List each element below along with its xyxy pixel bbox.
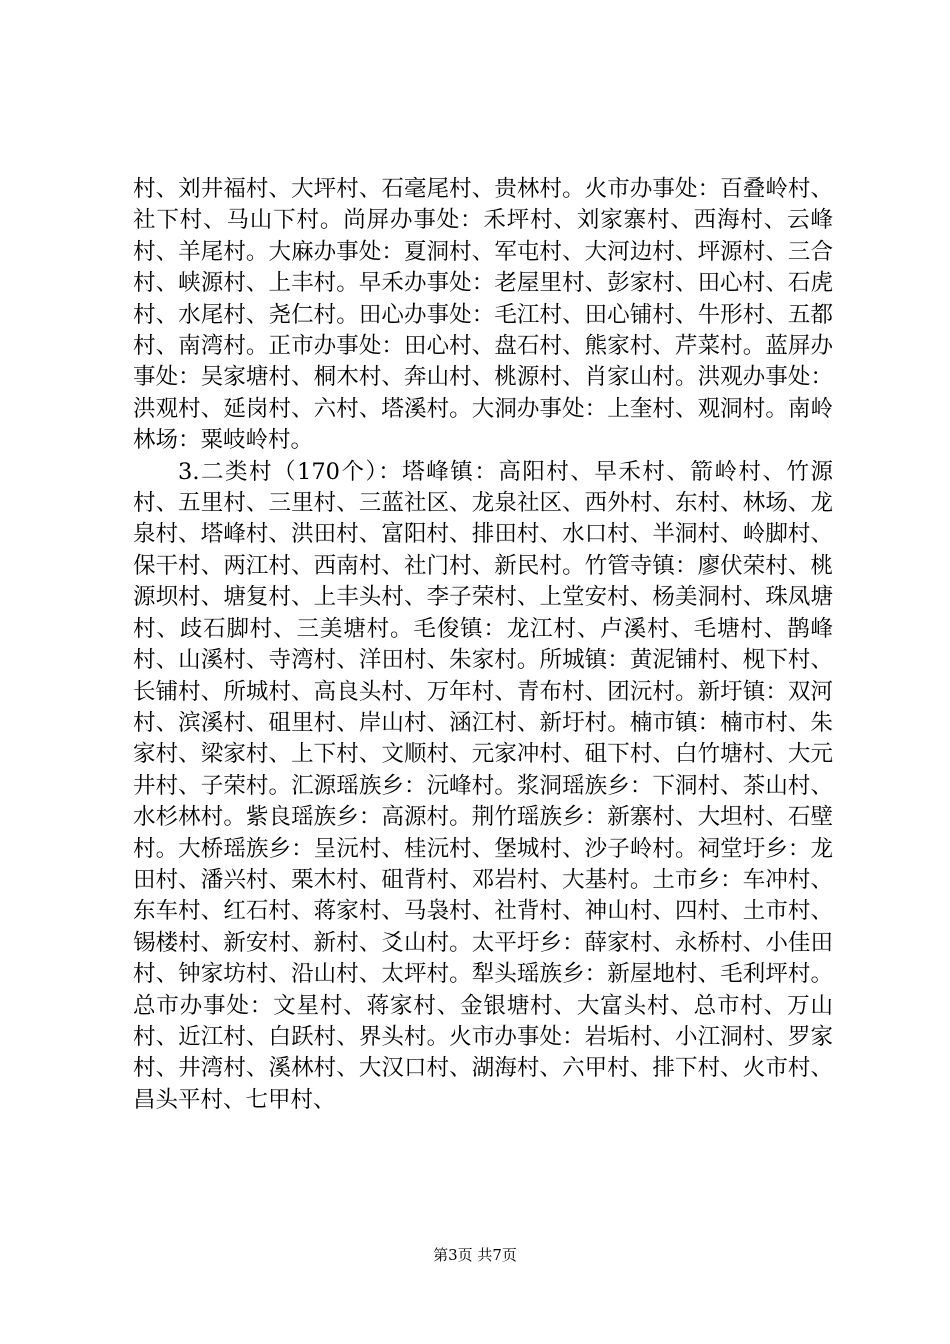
paragraph-continued: 村、刘井福村、大坪村、石毫尾村、贵林村。火市办事处：百叠岭村、社下村、马山下村。尚屏办事处：禾坪村、刘家寨村、西海村、云峰村、羊尾村。大麻办事处：夏洞村、军屯村、大河边村、坪源村、三合村、峡源村、上丰村。早禾办事处：老屋里村、彭家村、田心村、石虎村、水尾村、尧仁村。田心办事处：毛江村、田心铺村、牛形村、五都村、南湾村。正市办事处：田心村、盘石村、熊家村、芹菜村。蓝屏办事处：吴家塘村、桐木村、奔山村、桃源村、肖家山村。洪观办事处：洪观村、延岗村、六村、塔溪村。大洞办事处：上奎村、观洞村。南岭林场：粟岐岭村。 [133,176,833,454]
page-footer: 第3页 共7页 [433,1246,517,1264]
document-body [133,174,833,1116]
paragraph-section-3: 3.二类村（170个）：塔峰镇：高阳村、早禾村、箭岭村、竹源村、五里村、三里村、三蓝社区、龙泉社区、西外村、东村、林场、龙泉村、塔峰村、洪田村、富阳村、排田村、水口村、半洞村、岭脚村、保干村、两江村、西南村、社门村、新民村。竹管寺镇：廖伏荣村、桃源坝村、塘复村、上丰头村、李子荣村、上堂安村、杨美洞村、珠凤塘村、歧石脚村、三美塘村。毛俊镇：龙江村、卢溪村、毛塘村、鹊峰村、山溪村、寺湾村、洋田村、朱家村。所城镇：黄泥铺村、枧下村、长铺村、所城村、高良头村、万年村、青布村、团沅村。新圩镇：双河村、滨溪村、砠里村、岸山村、涵江村、新圩村。楠市镇：楠市村、朱家村、梁家村、上下村、文顺村、元家冲村、砠下村、白竹塘村、大元井村、子荣村。汇源瑶族乡：沅峰村。浆洞瑶族乡：下洞村、茶山村、水杉林村。紫良瑶族乡：高源村。荆竹瑶族乡：新寨村、大坦村、石壁村。大桥瑶族乡：呈沅村、桂沅村、堡城村、沙子岭村。祠堂圩乡：龙田村、潘兴村、栗木村、砠背村、邓岩村、大基村。土市乡：车冲村、东车村、红石村、蒋家村、马袅村、社背村、神山村、四村、土市村、锡楼村、新安村、新村、爻山村。太平圩乡：薛家村、永桥村、小佳田村、钟家坊村、沿山村、太坪村。犁头瑶族乡：新屋地村、毛利坪村。总市办事处：文星村、蒋家村、金银塘村、大富头村、总市村、万山村、近江村、白跃村、界头村。火市办事处：岩垢村、小江洞村、罗家村、井湾村、溪林村、大汉口村、湖海村、六甲村、排下村、火市村、昌头平村、七甲村、 [133,458,833,1113]
